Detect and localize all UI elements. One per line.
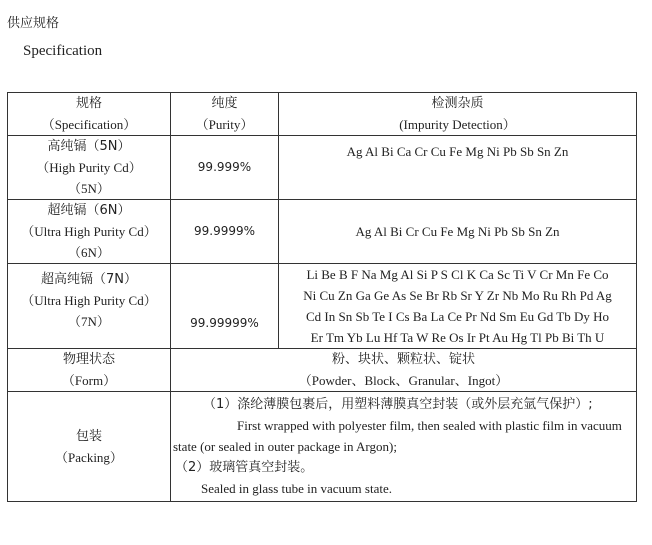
header-spec-cn: 规格 (75, 96, 102, 111)
packing-item1-cn: （1）涤纶薄膜包裹后，用塑料薄膜真空封装（或外层充氩气保护）; (203, 397, 593, 412)
impurity-cell (279, 200, 637, 264)
packing-label-cn: 包装 (75, 428, 102, 444)
form-value-cell (171, 349, 637, 392)
table-header-row (8, 93, 637, 136)
impurity-line: Ni Cu Zn Ga Ge As Se Br Rb Sr Y Zr Nb Mo Ru Rh Pd Ag (303, 288, 612, 303)
impurity-line: Er Tm Yb Lu Hf Ta W Re Os Ir Pt Au Hg Tl Pb Bi Th U (310, 330, 605, 345)
form-value-en: （Powder、Block、Granular、Ingot） (298, 373, 509, 388)
purity-cell: 99.999% (171, 136, 279, 200)
form-row (8, 349, 637, 392)
header-impurity-cn: 检测杂质 (431, 96, 484, 111)
form-label-en: （Form） (61, 373, 117, 388)
header-spec-en: （Specification） (41, 117, 137, 132)
packing-row (8, 392, 637, 502)
form-label-cell (8, 349, 171, 392)
grade-code: （7N） (68, 314, 110, 329)
grade-name-en: （Ultra High Purity Cd） (21, 293, 157, 308)
grade-cell (8, 136, 171, 200)
grade-name-en: （Ultra High Purity Cd） (21, 224, 157, 239)
grade-name-cn: 超纯镉（6N） (47, 203, 131, 218)
table-row (8, 200, 637, 264)
packing-label-en: （Packing） (55, 449, 123, 465)
grade-name-cn: 高纯镉（5N） (47, 139, 131, 154)
impurity-line: Ag Al Bi Cr Cu Fe Mg Ni Pb Sb Sn Zn (355, 224, 560, 239)
header-purity-cn: 纯度 (211, 96, 238, 111)
impurity-cell (279, 136, 637, 200)
grade-cell (8, 200, 171, 264)
impurity-line: Li Be B F Na Mg Al Si P S Cl K Ca Sc Ti V Cr Mn Fe Co (306, 267, 609, 282)
grade-code: （5N） (68, 181, 110, 196)
impurity-cell (279, 264, 637, 349)
header-purity-en: （Purity） (195, 117, 254, 132)
impurity-line: Ag Al Bi Ca Cr Cu Fe Mg Ni Pb Sb Sn Zn (346, 144, 569, 159)
grade-cell (8, 264, 171, 349)
packing-item2-cn: （2）玻璃管真空封装。 (175, 460, 314, 475)
grade-name-en: （High Purity Cd） (36, 160, 142, 175)
grade-code: （6N） (68, 245, 110, 260)
header-purity-cell (171, 93, 279, 136)
table-row (8, 136, 637, 200)
packing-label-cell (8, 392, 171, 502)
page-title: 供应规格 (7, 16, 60, 31)
header-spec-cell (8, 93, 171, 136)
packing-value-cell (171, 392, 637, 502)
specification-table (7, 92, 637, 502)
packing-item1-en: First wrapped with polyester film, then sealed with plastic film in vacuum state (or sealed in outer package in Argon); (173, 418, 622, 454)
impurity-line: Cd In Sn Sb Te I Cs Ba La Ce Pr Nd Sm Eu Gd Tb Dy Ho (305, 309, 610, 324)
page-subtitle: Specification (23, 43, 103, 59)
table-row (8, 264, 637, 349)
grade-name-cn: 超高纯镉（7N） (41, 272, 137, 287)
form-label-cn: 物理状态 (62, 352, 115, 367)
purity-cell: 99.99999% (171, 264, 279, 349)
header-impurity-cell (279, 93, 637, 136)
purity-cell: 99.9999% (171, 200, 279, 264)
packing-item2-en: Sealed in glass tube in vacuum state. (201, 481, 392, 496)
form-value-cn: 粉、块状、颗粒状、锭状 (331, 352, 475, 367)
header-impurity-en: (Impurity Detection） (399, 117, 516, 132)
